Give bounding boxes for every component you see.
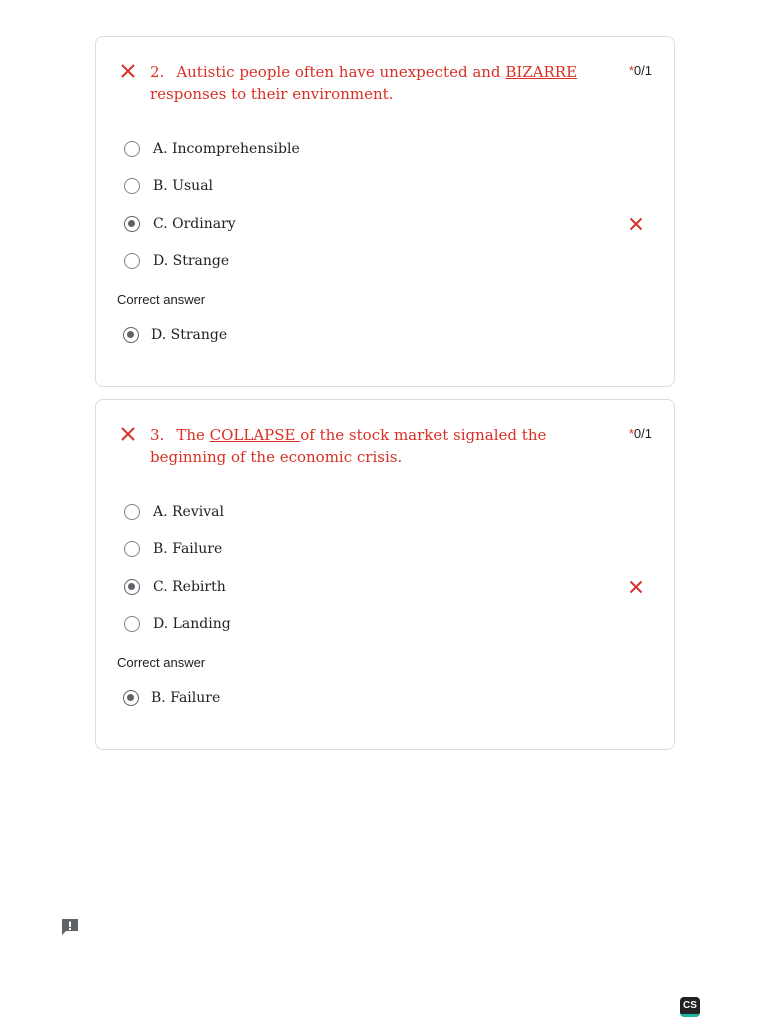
- option-c[interactable]: [124, 213, 644, 237]
- correct-answer-label: D. Strange: [151, 327, 228, 343]
- radio-button[interactable]: [124, 141, 140, 157]
- question-text-part: Autistic people often have unexpected and: [176, 63, 506, 81]
- question-number: 3.: [150, 426, 165, 444]
- wrong-answer-close-icon: [629, 580, 643, 594]
- points-value: 0/1: [633, 426, 652, 441]
- option-b[interactable]: [124, 538, 644, 562]
- correct-answer-title: Correct answer: [117, 655, 206, 670]
- question-card-3: [95, 399, 675, 750]
- option-label: D. Landing: [153, 616, 231, 632]
- option-label: B. Failure: [153, 541, 223, 557]
- question-text-part: The: [176, 426, 210, 444]
- radio-button-selected: [123, 690, 139, 706]
- radio-button-selected: [123, 327, 139, 343]
- option-label: D. Strange: [153, 253, 230, 269]
- option-d[interactable]: [124, 250, 644, 274]
- question-keyword: COLLAPSE: [209, 426, 301, 444]
- camscanner-logo-icon: CS: [680, 997, 700, 1017]
- option-label: A. Incomprehensible: [153, 141, 300, 157]
- question-text-part: of the stock market signaled the beginning of the economic crisis.: [150, 426, 547, 466]
- option-a[interactable]: [124, 501, 644, 525]
- radio-button[interactable]: [124, 178, 140, 194]
- question-points: [629, 426, 652, 441]
- option-label: C. Ordinary: [153, 216, 236, 232]
- question-header: [96, 400, 674, 480]
- question-number: 2.: [150, 63, 165, 81]
- option-c[interactable]: [124, 576, 644, 600]
- option-b[interactable]: [124, 175, 644, 199]
- incorrect-close-icon: [120, 63, 136, 79]
- question-keyword: BIZARRE: [505, 63, 578, 81]
- radio-button-selected[interactable]: [124, 579, 140, 595]
- report-feedback-icon[interactable]: [60, 917, 80, 937]
- option-a[interactable]: [124, 138, 644, 162]
- option-d[interactable]: [124, 613, 644, 637]
- correct-answer-option: [123, 687, 423, 711]
- question-points: [629, 63, 652, 78]
- correct-answer-option: [123, 324, 423, 348]
- correct-answer-label: B. Failure: [151, 690, 221, 706]
- option-label: A. Revival: [153, 504, 224, 520]
- question-text: [150, 424, 624, 468]
- question-card-2: [95, 36, 675, 387]
- radio-button-selected[interactable]: [124, 216, 140, 232]
- required-asterisk: *: [628, 426, 634, 441]
- question-text: [150, 61, 624, 105]
- question-text-part: responses to their environment.: [150, 85, 394, 103]
- required-asterisk: *: [628, 63, 634, 78]
- incorrect-close-icon: [120, 426, 136, 442]
- radio-button[interactable]: [124, 253, 140, 269]
- radio-button[interactable]: [124, 616, 140, 632]
- option-label: C. Rebirth: [153, 579, 226, 595]
- radio-button[interactable]: [124, 504, 140, 520]
- radio-button[interactable]: [124, 541, 140, 557]
- question-header: [96, 37, 674, 117]
- wrong-answer-close-icon: [629, 217, 643, 231]
- option-label: B. Usual: [153, 178, 214, 194]
- correct-answer-title: Correct answer: [117, 292, 206, 307]
- points-value: 0/1: [633, 63, 652, 78]
